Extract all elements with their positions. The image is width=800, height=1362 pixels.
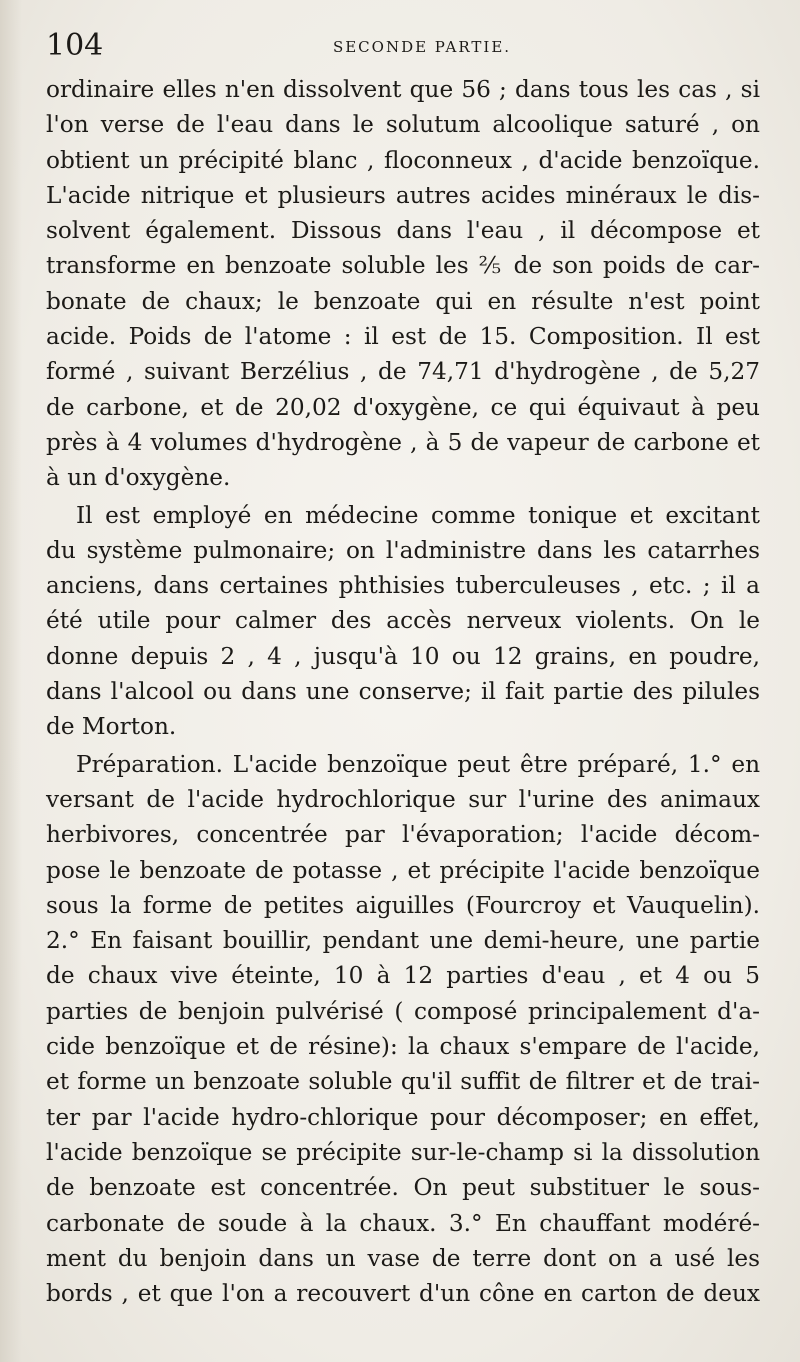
text-line: transforme en benzoate soluble les ⅖ de son poids de car- [46, 252, 760, 280]
text-line: 2.° En faisant bouillir, pendant une demi-heure, une partie [46, 927, 760, 955]
running-head: SECONDE PARTIE. [332, 38, 512, 56]
text-line: carbonate de soude à la chaux. 3.° En chauffant modéré- [46, 1209, 760, 1237]
text-line: parties de benjoin pulvérisé ( composé principalement d'a- [46, 997, 760, 1025]
text-line: solvent également. Dissous dans l'eau , il décompose et [46, 217, 760, 245]
text-line: ment du benjoin dans un vase de terre dont on a usé les [46, 1244, 760, 1272]
text-line: donne depuis 2 , 4 , jusqu'à 10 ou 12 grains, en poudre, [46, 642, 760, 670]
text-line: de carbone, et de 20,02 d'oxygène, ce qui équivaut à peu [46, 393, 760, 421]
page-edge-shadow [0, 0, 22, 1362]
text-line: acide. Poids de l'atome : il est de 15. Composition. Il est [46, 323, 760, 351]
text-line: herbivores, concentrée par l'évaporation; l'acide décom- [46, 821, 760, 849]
text-line: versant de l'acide hydrochlorique sur l'urine des animaux [46, 785, 760, 813]
text-line: dans l'alcool ou dans une conserve; il fait partie des pilules [46, 678, 760, 706]
text-line: Préparation. L'acide benzoïque peut être préparé, 1.° en [76, 750, 760, 778]
text-line: anciens, dans certaines phthisies tuberculeuses , etc. ; il a [46, 572, 760, 600]
text-line: bords , et que l'on a recouvert d'un cône en carton de deux [46, 1280, 760, 1308]
page-number: 104 [46, 28, 104, 63]
text-line: obtient un précipité blanc , floconneux , d'acide benzoïque. [46, 146, 760, 174]
page-header [46, 26, 758, 66]
text-line: ordinaire elles n'en dissolvent que 56 ; dans tous les cas , si [46, 76, 760, 103]
text-line: pose le benzoate de potasse , et précipite l'acide benzoïque [46, 856, 760, 884]
body-text [46, 72, 760, 1311]
text-line: de chaux vive éteinte, 10 à 12 parties d'eau , et 4 ou 5 [46, 962, 760, 990]
text-line: été utile pour calmer des accès nerveux violents. On le [46, 607, 760, 635]
text-line: cide benzoïque et de résine): la chaux s'empare de l'acide, [46, 1033, 760, 1061]
text-line: de benzoate est concentrée. On peut substituer le sous- [46, 1174, 760, 1202]
text-line: près à 4 volumes d'hydrogène , à 5 de vapeur de carbone et [46, 428, 760, 456]
text-line: l'on verse de l'eau dans le solutum alcoolique saturé , on [46, 111, 760, 139]
text-line: du système pulmonaire; on l'administre dans les catarrhes [46, 536, 760, 564]
text-line: et forme un benzoate soluble qu'il suffit de filtrer et de trai- [46, 1068, 760, 1096]
text-line: bonate de chaux; le benzoate qui en résulte n'est point [46, 287, 760, 315]
text-line: formé , suivant Berzélius , de 74,71 d'hydrogène , de 5,27 [46, 358, 760, 386]
text-line: ter par l'acide hydro-chlorique pour décomposer; en effet, [46, 1103, 760, 1131]
text-line: Il est employé en médecine comme tonique et excitant [76, 501, 760, 529]
text-line: sous la forme de petites aiguilles (Fourcroy et Vauquelin). [46, 891, 760, 919]
text-line: L'acide nitrique et plusieurs autres acides minéraux le dis- [46, 181, 760, 209]
text-line: de Morton. [46, 713, 177, 741]
text-line: à un d'oxygène. [46, 464, 231, 492]
text-line: l'acide benzoïque se précipite sur-le-champ si la dissolution [46, 1138, 760, 1166]
